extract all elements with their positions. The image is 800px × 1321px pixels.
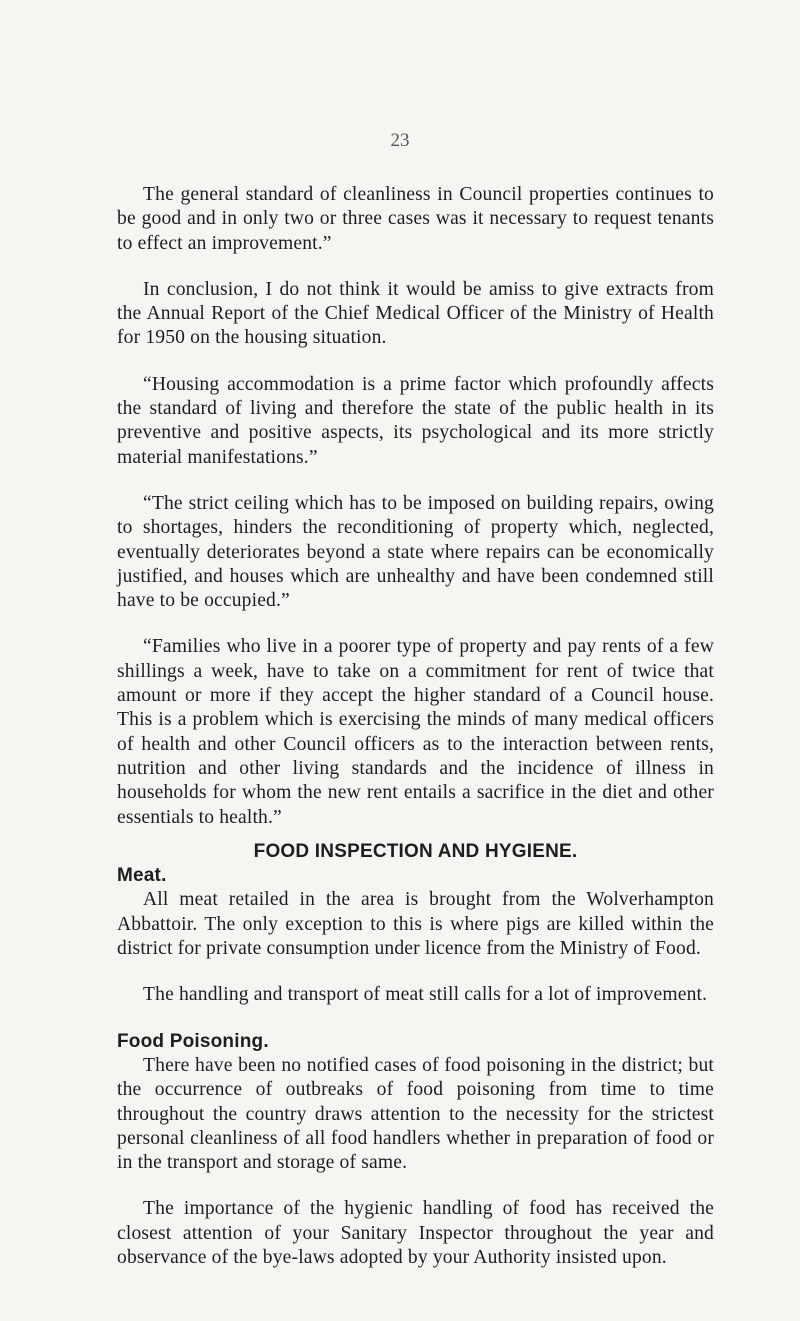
page-body [117,183,714,1270]
paragraph-meat-source: All meat retailed in the area is brought from the Wolverhampton Abbattoir. The only exception to this is where pigs are killed within the district for private consumption under licence from the Ministry of Food. [117,889,714,960]
quote-housing-accommodation: “Housing accommodation is a prime factor which profoundly affects the standard of living and therefore the state of the public health in its preventive and positive aspects, its psychological and its more strictly material manifestations.” [117,373,714,468]
paragraph-hygienic-handling: The importance of the hygienic handling of food has received the closest attention of your Sanitary Inspector throughout the year and observance of the bye-laws adopted by your Authority insisted upon. [117,1198,714,1268]
page-number: 23 [390,130,410,151]
quote-families-rents: “Families who live in a poorer type of property and pay rents of a few shillings a week, have to take on a commitment for rent of twice that amount or more if they accept the higher standard of a Council house. This is a problem which is exercising the minds of many medical officers of health and other Council officers as to the interaction between rents, nutrition and other living standards and the incidence of illness in households for whom the new rent entails a sacrifice in the diet and other essentials to health.” [117,636,714,828]
paragraph-conclusion: In conclusion, I do not think it would be amiss to give extracts from the Annual Report of the Chief Medical Officer of the Ministry of Health for 1950 on the housing situation. [117,278,714,349]
paragraph-food-poisoning-cases: There have been no notified cases of food poisoning in the district; but the occurrence of outbreaks of food poisoning from time to time throughout the country draws attention to the necessity for the strictest personal cleanliness of all food handlers whether in preparation of food or in the transport and storage of same. [117,1054,714,1174]
quote-building-repairs: “The strict ceiling which has to be imposed on building repairs, owing to shortages, hinders the reconditioning of property which, neglected, eventually deteriorates beyond a state where repairs can be economically justified, and houses which are unhealthy and have been condemned still have to be occupied.” [117,492,714,612]
subheading-meat: Meat. [117,865,167,887]
paragraph-meat-handling: The handling and transport of meat still calls for a lot of improvement. [143,984,708,1006]
subheading-food-poisoning: Food Poisoning. [117,1030,269,1052]
paragraph-council-cleanliness: The general standard of cleanliness in Council properties continues to be good and in only two or three cases was it necessary to request tenants to effect an improvement.” [117,184,714,254]
section-heading-food-inspection: FOOD INSPECTION AND HYGIENE. [253,840,578,862]
